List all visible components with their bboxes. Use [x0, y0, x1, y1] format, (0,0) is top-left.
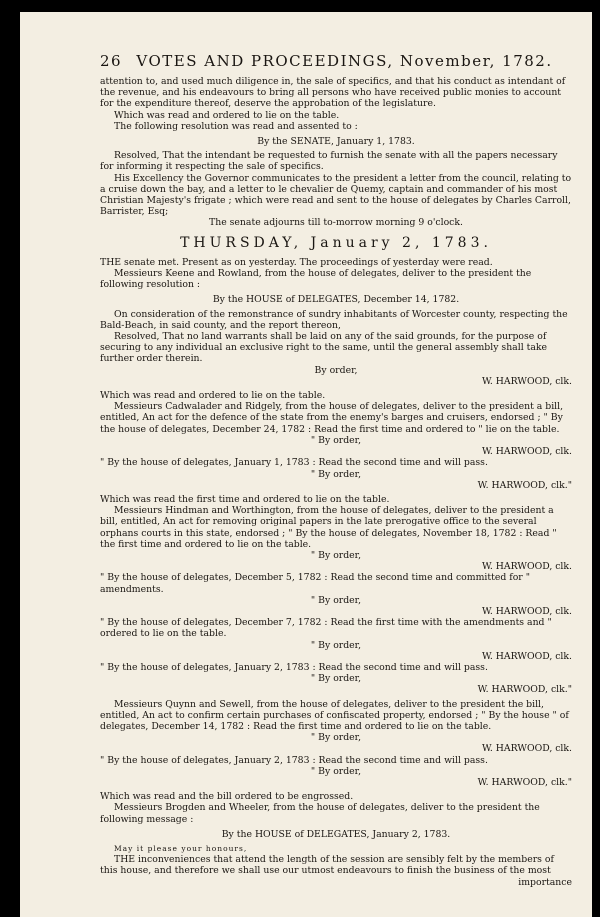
section-heading: By the SENATE, January 1, 1783. [257, 136, 415, 148]
endorsement: " By the house of delegates, January 1, 1783 : Read the second time and will pass. [100, 457, 488, 469]
signature-clerk: W. HARWOOD, clk. [481, 561, 572, 573]
page-header-title: VOTES AND PROCEEDINGS, November, 1782. [136, 52, 553, 70]
paragraph: Messieurs Quynn and Sewell, from the house of delegates, deliver to the president the bill, entitled, An act to confirm certain purchases of confiscated property, endorsed ; " By the house " of delegates, December 14, 1782 : Read the first time and ordered to lie on the table. [100, 698, 569, 732]
paragraph: Messieurs Brogden and Wheeler, from the house of delegates, deliver to the president the following message : [100, 802, 540, 825]
signature-order: " By order, [310, 673, 362, 685]
paragraph: THE senate met. Present as on yesterday. The proceedings of yesterday were read. [100, 256, 493, 268]
page-text [100, 52, 572, 888]
paragraph: Resolved, That no land warrants shall be laid on any of the said grounds, for the purpose of securing to any individual an exclusive right to the same, until the general assembly shall take further order therein. [100, 331, 548, 365]
adjournment-note: The senate adjourns till to-morrow morning 9 o'clock. [209, 217, 463, 229]
signature-clerk: W. HARWOOD, clk." [477, 776, 572, 788]
paragraph: Which was read the first time and ordered to lie on the table. [100, 493, 390, 505]
paragraph: Messieurs Hindman and Worthington, from the house of delegates, deliver to the president a bill, entitled, An act for removing original papers in the late prerogative office to the several orphans courts in this state, endorsed ; " By the house of delegates, November 18, 1782 : Read " the first time and ordered to lie on the table. [100, 505, 557, 550]
signature-order: " By order, [310, 549, 362, 561]
signature-order: " By order, [310, 434, 362, 446]
signature-clerk: W. HARWOOD, clk. [481, 743, 572, 755]
paragraph: THE inconveniences that attend the length of the session are sensibly felt by the members of this house, and therefore we shall use our utmost endeavours to finish the business of the most [100, 854, 554, 877]
salutation: May it please your honours, [114, 844, 248, 853]
catchword: importance [518, 876, 572, 888]
signature-order: " By order, [310, 765, 362, 777]
paragraph: Which was read and the bill ordered to be engrossed. [100, 791, 354, 803]
paragraph: Which was read and ordered to lie on the table. [114, 109, 340, 121]
endorsement: " By the house of delegates, December 5, 1782 : Read the second time and committed for " amendments. [100, 572, 530, 595]
signature-clerk: W. HARWOOD, clk. [481, 446, 572, 458]
signature-clerk: W. HARWOOD, clk. [481, 605, 572, 617]
signature-clerk: W. HARWOOD, clk. [481, 650, 572, 662]
signature-clerk: W. HARWOOD, clk. [481, 375, 572, 387]
signature-order: " By order, [310, 732, 362, 744]
paragraph: attention to, and used much diligence in, the sale of specifics, and that his conduct as intendant of the revenue, and his endeavours to bring all persons who have received public monies to account for the expenditure thereof, deserve the approbation of the legislature. [100, 76, 566, 110]
paragraph: Messieurs Keene and Rowland, from the house of delegates, deliver to the president the following resolution : [100, 268, 532, 291]
endorsement: " By the house of delegates, January 2, 1783 : Read the second time and will pass. [100, 754, 488, 766]
day-heading: THURSDAY, January 2, 1783. [180, 234, 492, 251]
endorsement: " By the house of delegates, January 2, 1783 : Read the second time and will pass. [100, 661, 488, 673]
paragraph: The following resolution was read and assented to : [114, 120, 358, 132]
paragraph: His Excellency the Governor communicates to the president a letter from the council, relating to a cruise down the bay, and a letter to le chevalier de Quemy, captain and commander of his most Christian Majesty's frigate ; which were read and sent to the house of delegates by Charles Carroll, Barrister, Esq; [100, 172, 572, 218]
paragraph: On consideration of the remonstrance of sundry inhabitants of Worcester county, respecting the Bald-Beach, in said county, and the report thereon, [100, 308, 568, 331]
running-header [100, 52, 572, 70]
signature-order: " By order, [310, 639, 362, 651]
signature-clerk: W. HARWOOD, clk." [477, 479, 572, 491]
paragraph: Messieurs Cadwalader and Ridgely, from the house of delegates, deliver to the president a bill, entitled, An act for the defence of the state from the enemy's barges and cruisers, endorsed ; " By the house of delegates, December 24, 1782 : Read the first time and ordered to " lie on the table. [100, 401, 564, 435]
section-heading: By the HOUSE of DELEGATES, January 2, 1783. [221, 828, 451, 840]
section-heading: By the HOUSE of DELEGATES, December 14, 1782. [212, 294, 460, 306]
signature-order: " By order, [310, 468, 362, 480]
document-page [20, 12, 592, 917]
paragraph: Which was read and ordered to lie on the table. [100, 390, 326, 402]
paragraph: Resolved, That the intendant be requested to furnish the senate with all the papers necessary for informing it respecting the sale of specifics. [100, 150, 558, 173]
endorsement: " By the house of delegates, December 7, 1782 : Read the first time with the amendments and " ordered to lie on the table. [100, 617, 552, 640]
signature-order: By order, [314, 364, 358, 376]
signature-clerk: W. HARWOOD, clk." [477, 684, 572, 696]
page-number: 26 [100, 52, 123, 70]
signature-order: " By order, [310, 594, 362, 606]
